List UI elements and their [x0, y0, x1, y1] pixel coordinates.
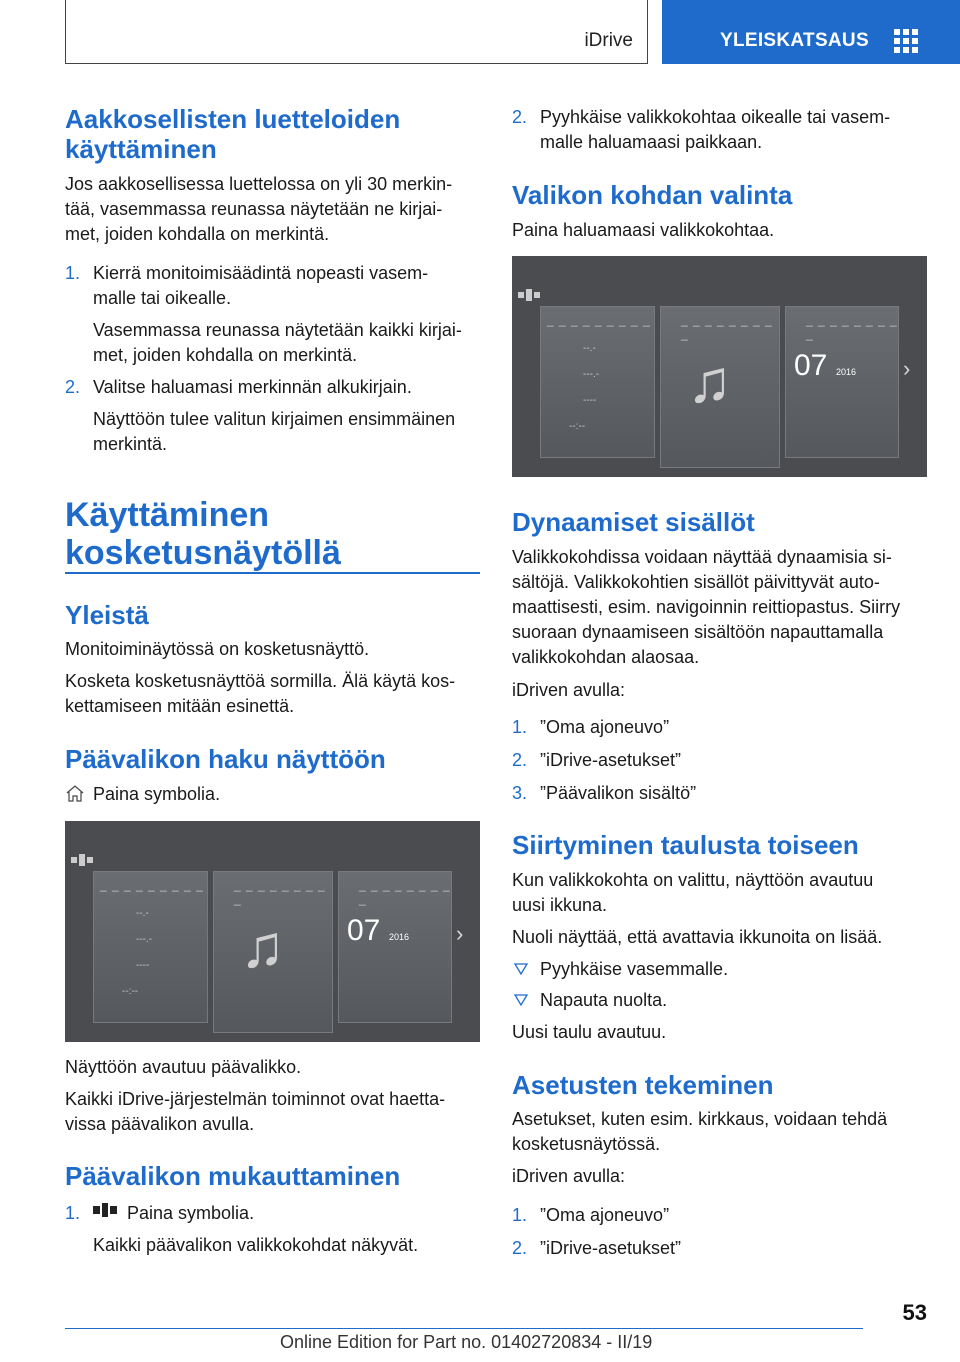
menu-tile-communication[interactable] [785, 306, 899, 458]
tile-big-number: 07 [347, 914, 381, 947]
step-number: 2. [512, 1238, 528, 1258]
settings-via: iDriven avulla: [512, 1166, 626, 1186]
tile-row: ---- [583, 395, 597, 406]
triangle-bullet-icon [514, 962, 528, 976]
heading-customize: Päävalikon mukauttaminen [65, 1161, 401, 1191]
heading-select: Valikon kohdan valinta [512, 180, 793, 210]
tile-year: 2016 [836, 367, 857, 377]
music-note-icon: ♫ [687, 348, 732, 415]
heading-touchscreen-1: Käyttäminen [65, 496, 270, 534]
dynamic-step-2: ”iDrive-asetukset” [540, 750, 682, 770]
tile-big-number: 07 [794, 349, 828, 382]
alpha-intro-2: tää, vasemmassa reunassa näytetään ne kirjai‐ [65, 199, 443, 219]
general-p2-1: Kosketa kosketusnäyttöä sormilla. Älä käytä kos‐ [65, 671, 456, 691]
menu-icon [71, 854, 93, 868]
dynamic-p-5: valikkokohdan alaosaa. [512, 647, 700, 667]
switch-p1-2: uusi ikkuna. [512, 895, 608, 915]
page-number: 53 [902, 1300, 927, 1325]
settings-p-2: kosketusnäytössä. [512, 1134, 661, 1154]
alpha-step-1-line-2: malle tai oikealle. [93, 288, 232, 308]
tile-dashes: _ _ _ _ _ _ _ _ _ [681, 313, 773, 341]
heading-switch: Siirtyminen taulusta toiseen [512, 830, 859, 860]
header-tab[interactable] [662, 0, 960, 64]
section-rule [65, 572, 480, 574]
cust-tap-text: Paina symbolia. [127, 1203, 255, 1223]
alpha-step-2-line-1: Valitse haluamasi merkinnän alkukirjain. [93, 377, 412, 397]
main-after-2-1: Kaikki iDrive-järjestelmän toiminnot ovat haetta‐ [65, 1089, 446, 1109]
dynamic-step-3: ”Päävalikon sisältö” [540, 783, 697, 803]
tile-row: --:-- [569, 421, 586, 432]
step-number: 3. [512, 783, 528, 803]
idrive-screenshot-main-menu [65, 821, 480, 1042]
tile-row: --.- [583, 343, 596, 354]
grid-icon [894, 29, 918, 53]
footer-rule [65, 1328, 863, 1329]
chevron-right-icon[interactable]: › [903, 356, 911, 381]
dynamic-p-2: sältöjä. Valikkokohtien sisällöt päivittyvät auto‐ [512, 572, 880, 592]
tile-year: 2016 [389, 932, 410, 942]
menu-tile-communication[interactable] [338, 871, 452, 1023]
dynamic-p-3: maattisesti, esim. navigoinnin reittiopastus. Siirry [512, 597, 901, 617]
switch-p3: Uusi taulu avautuu. [512, 1022, 667, 1042]
step-number: 1. [512, 1205, 528, 1225]
step2-line-1: Pyyhkäise valikkokohtaa oikealle tai vasem‐ [540, 107, 891, 127]
dynamic-p-1: Valikkokohdissa voidaan näyttää dynaamisia si‐ [512, 547, 892, 567]
step-number: 1. [65, 1203, 81, 1223]
menu-tile-media[interactable] [660, 306, 780, 468]
menu-tile-vehicle[interactable] [93, 871, 208, 1023]
menu-tile-vehicle[interactable] [540, 306, 655, 458]
heading-main-menu: Päävalikon haku näyttöön [65, 744, 386, 774]
step-number: 2. [512, 750, 528, 770]
general-p1: Monitoiminäytössä on kosketusnäyttö. [65, 639, 370, 659]
settings-p-1: Asetukset, kuten esim. kirkkaus, voidaan tehdä [512, 1109, 888, 1129]
menu-symbol-icon [93, 1203, 117, 1217]
main-tap-text: Paina symbolia. [93, 784, 221, 804]
heading-dynamic: Dynaamiset sisällöt [512, 507, 755, 537]
step-number: 2. [512, 107, 528, 127]
general-p2-2: kettamiseen mitään esinettä. [65, 696, 295, 716]
cust-sub-text: Kaikki päävalikon valikkokohdat näkyvät. [93, 1235, 419, 1255]
dynamic-via: iDriven avulla: [512, 680, 626, 700]
select-text: Paina haluamaasi valikkokohtaa. [512, 220, 775, 240]
triangle-bullet-icon [514, 993, 528, 1007]
heading-alphabetical-lists: Aakkosellisten luetteloiden käyttäminen [65, 104, 401, 164]
tile-row: ---- [136, 960, 150, 971]
header-section-title: iDrive [584, 30, 633, 51]
switch-p2: Nuoli näyttää, että avattavia ikkunoita on lisää. [512, 927, 883, 947]
main-after-1: Näyttöön avautuu päävalikko. [65, 1057, 302, 1077]
menu-icon [518, 289, 540, 303]
switch-p1-1: Kun valikkokohta on valittu, näyttöön avautuu [512, 870, 874, 890]
heading-settings: Asetusten tekeminen [512, 1070, 774, 1100]
heading-general: Yleistä [65, 600, 149, 630]
alpha-intro-1: Jos aakkosellisessa luettelossa on yli 30 merkin‐ [65, 174, 453, 194]
alpha-step-2-sub-2: merkintä. [93, 434, 168, 454]
chevron-right-icon[interactable]: › [456, 921, 464, 946]
tile-dashes: _ _ _ _ _ _ _ _ _ [547, 313, 651, 327]
menu-tile-media[interactable] [213, 871, 333, 1033]
settings-step-1: ”Oma ajoneuvo” [540, 1205, 670, 1225]
alpha-step-2-sub-1: Näyttöön tulee valitun kirjaimen ensimmäinen [93, 409, 456, 429]
step-number: 2. [65, 377, 81, 397]
alpha-intro-3: met, joiden kohdalla on merkintä. [65, 224, 330, 244]
settings-step-2: ”iDrive-asetukset” [540, 1238, 682, 1258]
switch-bullet-2: Napauta nuolta. [540, 990, 668, 1010]
tile-row: ---.- [583, 369, 600, 380]
tile-row: --.- [136, 908, 149, 919]
alpha-step-1-sub-2: met, joiden kohdalla on merkintä. [93, 345, 358, 365]
step-number: 1. [65, 263, 81, 283]
dynamic-p-4: suoraan dynaamiseen sisältöön napauttamalla [512, 622, 884, 642]
tile-dashes: _ _ _ _ _ _ _ _ _ [100, 878, 204, 892]
header-frame [65, 0, 648, 64]
header-tab-label: YLEISKATSAUS [720, 30, 869, 51]
switch-bullet-1: Pyyhkäise vasemmalle. [540, 959, 729, 979]
home-icon [65, 783, 85, 803]
music-note-icon: ♫ [240, 913, 285, 980]
main-after-2-2: vissa päävalikon avulla. [65, 1114, 255, 1134]
dynamic-step-1: ”Oma ajoneuvo” [540, 717, 670, 737]
tile-dashes: _ _ _ _ _ _ _ _ _ [806, 313, 898, 341]
tile-row: --:-- [122, 986, 139, 997]
alpha-step-1-line-1: Kierrä monitoimisäädintä nopeasti vasem‐ [93, 263, 429, 283]
idrive-screenshot-select [512, 256, 927, 477]
tile-row: ---.- [136, 934, 153, 945]
tile-dashes: _ _ _ _ _ _ _ _ _ [234, 878, 326, 906]
alpha-step-1-sub-1: Vasemmassa reunassa näytetään kaikki kirjai‐ [93, 320, 462, 340]
heading-touchscreen-2: kosketusnäytöllä [65, 534, 341, 572]
step2-line-2: malle haluamaasi paikkaan. [540, 132, 763, 152]
step-number: 1. [512, 717, 528, 737]
footer-edition: Online Edition for Part no. 01402720834 - II/19 [280, 1332, 653, 1352]
tile-dashes: _ _ _ _ _ _ _ _ _ [359, 878, 451, 906]
